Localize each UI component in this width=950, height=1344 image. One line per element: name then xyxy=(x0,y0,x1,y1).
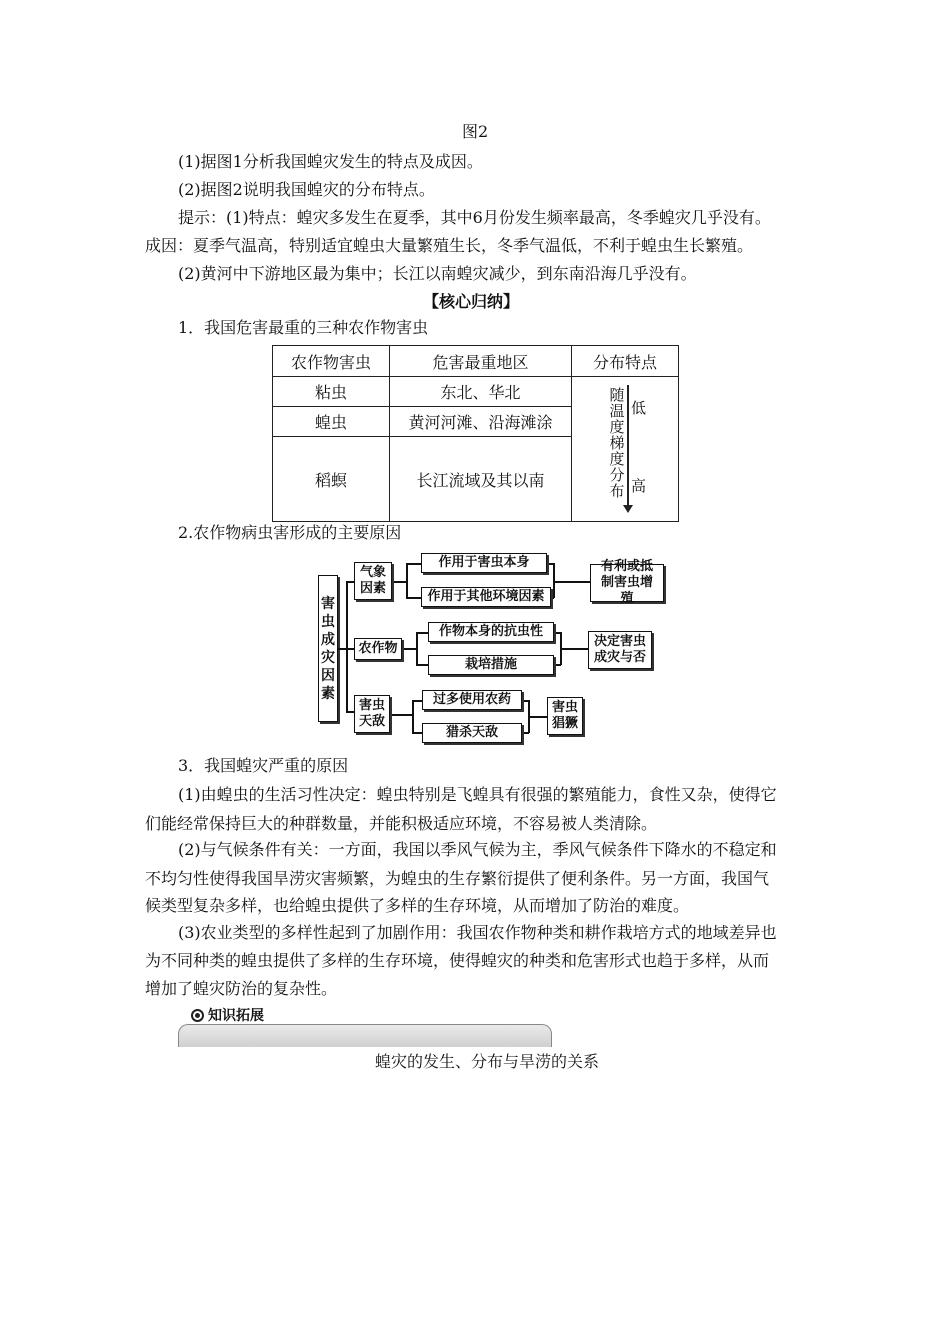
connector xyxy=(346,581,354,583)
connector xyxy=(412,700,422,702)
pest-table xyxy=(272,345,679,522)
high-label: 高 xyxy=(631,477,647,495)
table-cell: 东北、华北 xyxy=(390,377,572,407)
knowledge-label-text: 知识拓展 xyxy=(208,1008,264,1024)
connector xyxy=(556,664,561,666)
target-icon xyxy=(191,1009,204,1022)
paragraph-line: (2)与气候条件有关：一方面，我国以季风气候为主，季风气候条件下降水的不稳定和 xyxy=(178,840,777,859)
paragraph-line: 候类型复杂多样，也给蝗虫提供了多样的生存环境，从而增加了防治的难度。 xyxy=(145,896,690,915)
hint-line-3: (2)黄河中下游地区最为集中；长江以南蝗灾减少，到东南沿海几乎没有。 xyxy=(178,264,697,283)
gradient-arrow-line xyxy=(627,385,629,509)
result-box: 决定害虫成灾与否 xyxy=(588,631,652,669)
item1-title: 1．我国危害最重的三种农作物害虫 xyxy=(178,318,429,337)
arrow-down-icon xyxy=(623,505,633,513)
table-cell: 长江流域及其以南 xyxy=(390,437,572,522)
effect-box: 作用于其他环境因素 xyxy=(421,587,551,607)
connector xyxy=(346,711,354,713)
connector xyxy=(416,664,428,666)
connector xyxy=(416,632,428,634)
connector xyxy=(406,563,421,565)
weather-factor-box: 气象因素 xyxy=(354,562,392,600)
paragraph-line: 不均匀性使得我国旱涝灾害频繁，为蝗虫的生存繁衍提供了便利条件。另一方面，我国气 xyxy=(145,869,770,888)
connector xyxy=(524,700,529,702)
low-label: 低 xyxy=(631,399,647,417)
table-cell: 稻螟 xyxy=(273,437,390,522)
root-factor-box: 害虫成灾因素 xyxy=(318,575,338,722)
connector xyxy=(561,648,588,650)
connector xyxy=(394,581,406,583)
paragraph-line: 增加了蝗灾防治的复杂性。 xyxy=(145,979,338,998)
enemy-factor-box: 害虫天敌 xyxy=(354,695,390,733)
connector xyxy=(412,700,414,733)
paragraph-line: (1)由蝗虫的生活习性决定：蝗虫特别是飞蝗具有很强的繁殖能力，食性又杂，使得它 xyxy=(178,785,777,804)
connector xyxy=(406,563,408,598)
knowledge-title: 蝗灾的发生、分布与旱涝的关系 xyxy=(375,1052,600,1071)
connector xyxy=(553,597,554,599)
connector xyxy=(346,648,354,650)
question-1: (1)据图1分析我国蝗灾发生的特点及成因。 xyxy=(178,152,483,171)
distribution-label: 随温度梯度分布 xyxy=(609,386,625,500)
effect-box: 猎杀天敌 xyxy=(422,723,522,743)
knowledge-banner xyxy=(178,1024,552,1047)
effect-box: 作用于害虫本身 xyxy=(421,553,547,573)
connector xyxy=(404,648,416,650)
hint-line-1: 提示：(1)特点：蝗灾多发生在夏季，其中6月份发生频率最高，冬季蝗灾几乎没有。 xyxy=(178,208,771,227)
effect-box: 作物本身的抗虫性 xyxy=(428,622,554,642)
paragraph-line: 们能经常保持巨大的种群数量，并能积极适应环境，不容易被人类清除。 xyxy=(145,814,658,833)
distribution-cell xyxy=(572,377,679,522)
knowledge-label xyxy=(191,1005,264,1025)
distribution-graphic xyxy=(572,377,678,520)
connector xyxy=(554,581,590,583)
connector xyxy=(412,732,422,734)
table-cell: 粘虫 xyxy=(273,377,390,407)
paragraph-line: (3)农业类型的多样性起到了加剧作用：我国农作物种类和耕作栽培方式的地域差异也 xyxy=(178,923,777,942)
item3-title: 3．我国蝗灾严重的原因 xyxy=(178,756,349,775)
paragraph-line: 为不同种类的蝗虫提供了多样的生存环境，使得蝗灾的种类和危害形式也趋于多样，从而 xyxy=(145,951,770,970)
effect-box: 过多使用农药 xyxy=(422,690,522,710)
table-header: 农作物害虫 xyxy=(273,346,390,377)
table-header: 分布特点 xyxy=(572,346,679,377)
table-header: 危害最重地区 xyxy=(390,346,572,377)
connector xyxy=(392,714,412,716)
connector xyxy=(556,632,561,634)
result-box: 害虫猖獗 xyxy=(547,697,583,735)
connector xyxy=(416,632,418,665)
crop-factor-box: 农作物 xyxy=(354,638,402,660)
table-cell: 蝗虫 xyxy=(273,407,390,437)
connector xyxy=(524,732,529,734)
table-cell: 黄河河滩、沿海滩涂 xyxy=(390,407,572,437)
connector xyxy=(406,597,421,599)
connector xyxy=(549,563,554,565)
hint-line-2: 成因：夏季气温高，特别适宜蝗虫大量繁殖生长，冬季气温低，不利于蝗虫生长繁殖。 xyxy=(145,236,754,255)
connector xyxy=(529,716,547,718)
effect-box: 栽培措施 xyxy=(428,655,554,675)
section-title: 【核心归纳】 xyxy=(423,292,520,311)
figure-caption: 图2 xyxy=(462,122,489,141)
connector xyxy=(346,581,348,711)
result-box: 有利或抵制害虫增殖 xyxy=(590,564,664,602)
question-2: (2)据图2说明我国蝗灾的分布特点。 xyxy=(178,180,435,199)
item2-title: 2.农作物病虫害形成的主要原因 xyxy=(178,523,402,542)
